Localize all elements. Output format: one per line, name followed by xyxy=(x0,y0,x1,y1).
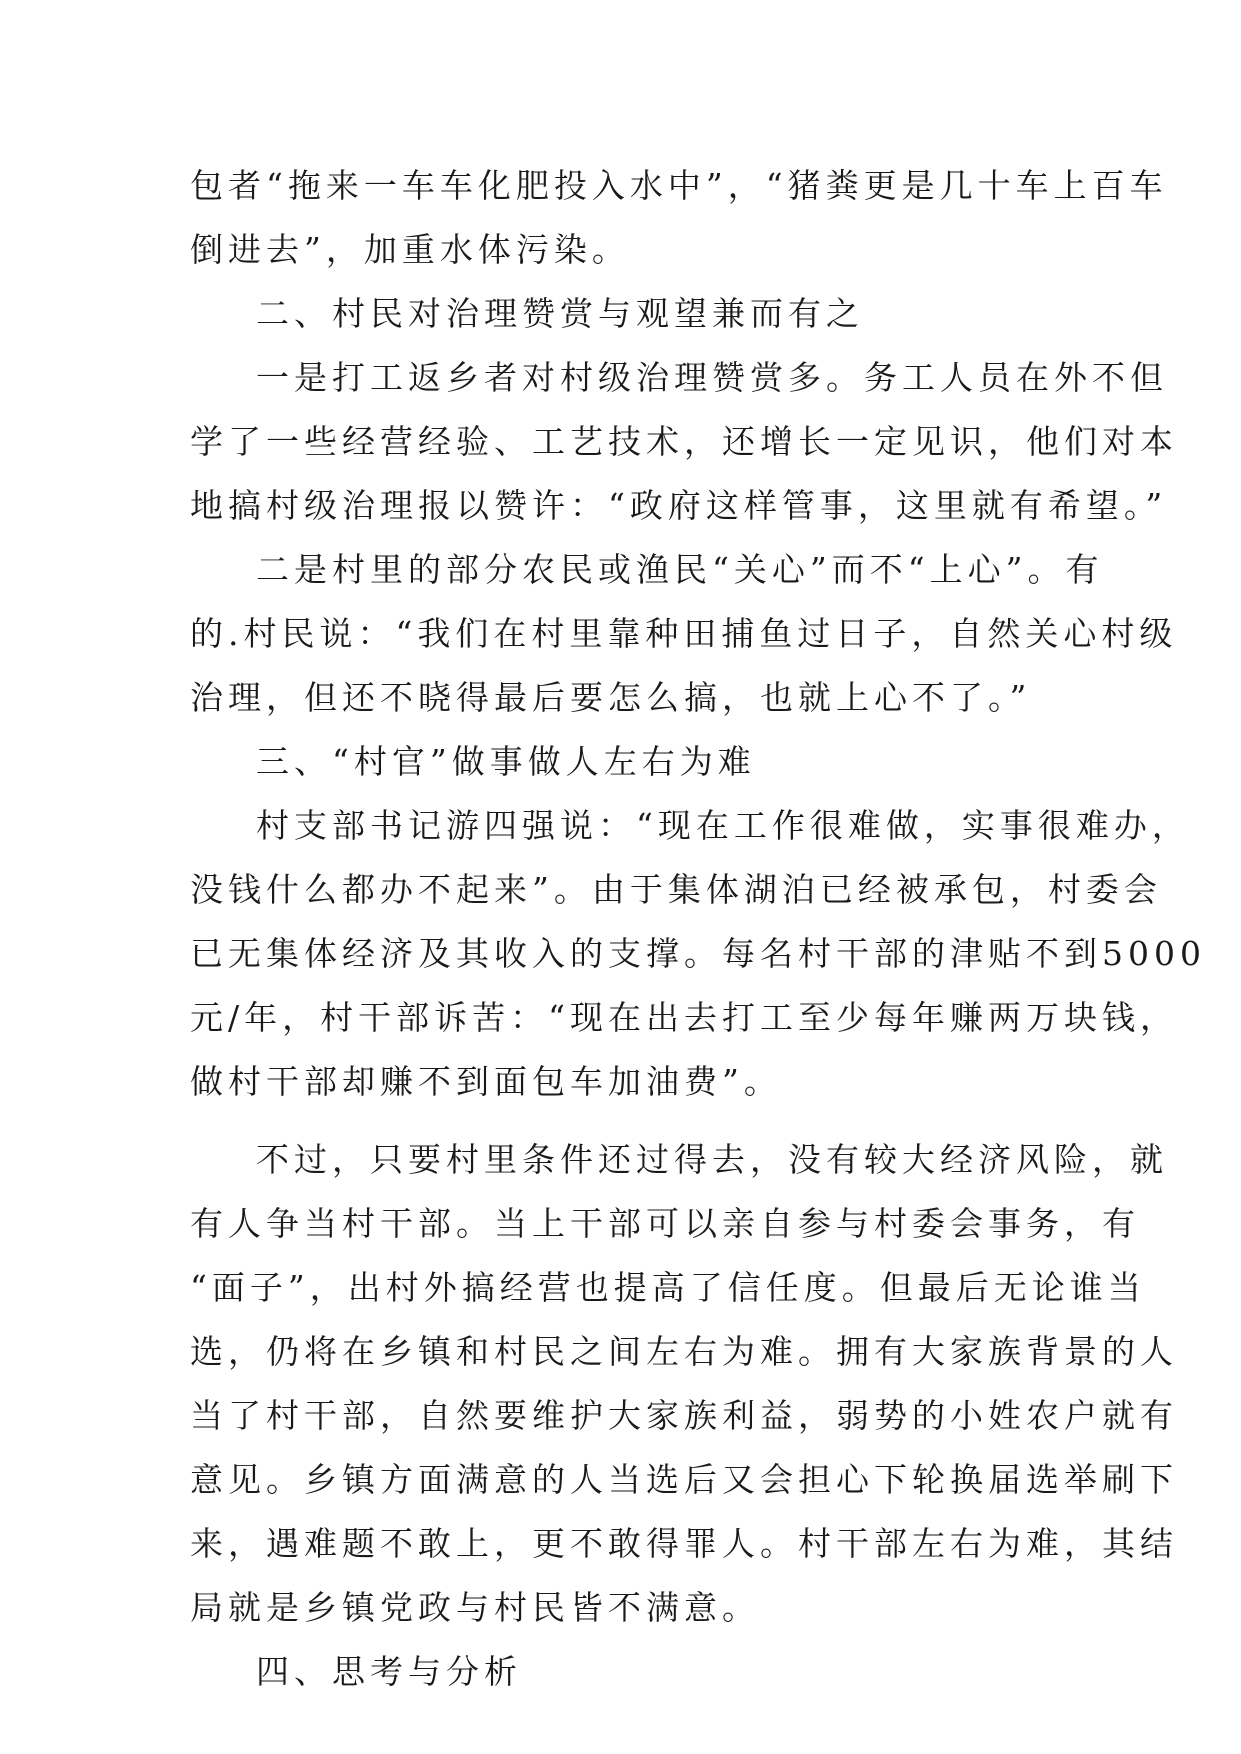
text-line: 局就是乡镇党政与村民皆不满意。 xyxy=(190,1588,760,1627)
text-line: 意见。乡镇方面满意的人当选后又会担心下轮换届选举刷下 xyxy=(190,1460,1178,1499)
text-line: 学了一些经营经验、工艺技术，还增长一定见识，他们对本 xyxy=(190,422,1178,461)
text-line: 来，遇难题不敢上，更不敢得罪人。村干部左右为难，其结 xyxy=(190,1524,1178,1563)
text-line: 不过，只要村里条件还过得去，没有较大经济风险，就 xyxy=(256,1140,1168,1179)
text-line: 二是村里的部分农民或渔民“关心”而不“上心”。有 xyxy=(256,550,1104,589)
document-body xyxy=(190,154,1206,1704)
text-line: 地搞村级治理报以赞许：“政府这样管事，这里就有希望。” xyxy=(190,486,1168,525)
text-line: 没钱什么都办不起来”。由于集体湖泊已经被承包，村委会 xyxy=(190,870,1162,909)
text-line: 三、“村官”做事做人左右为难 xyxy=(256,742,756,781)
text-line: 二、村民对治理赞赏与观望兼而有之 xyxy=(256,294,864,333)
paragraph-gap xyxy=(190,1114,1070,1128)
text-line: 治理，但还不晓得最后要怎么搞，也就上心不了。” xyxy=(190,678,1032,717)
text-line: “面子”，出村外搞经营也提高了信任度。但最后无论谁当 xyxy=(190,1268,1146,1307)
text-line: 元/年，村干部诉苦：“现在出去打工至少每年赚两万块钱， xyxy=(190,998,1178,1037)
text-line: 做村干部却赚不到面包车加油费”。 xyxy=(190,1062,782,1101)
text-line: 一是打工返乡者对村级治理赞赏多。务工人员在外不但 xyxy=(256,358,1168,397)
text-line: 当了村干部，自然要维护大家族利益，弱势的小姓农户就有 xyxy=(190,1396,1178,1435)
text-line: 包者“拖来一车车化肥投入水中”，“猪粪更是几十车上百车 xyxy=(190,166,1168,205)
text-line: 选，仍将在乡镇和村民之间左右为难。拥有大家族背景的人 xyxy=(190,1332,1178,1371)
text-line: 四、思考与分析 xyxy=(256,1652,522,1691)
text-line: 已无集体经济及其收入的支撑。每名村干部的津贴不到5000 xyxy=(190,934,1206,973)
text-line: 倒进去”，加重水体污染。 xyxy=(190,230,630,269)
text-line: 的.村民说：“我们在村里靠种田捕鱼过日子，自然关心村级 xyxy=(190,614,1178,653)
text-line: 有人争当村干部。当上干部可以亲自参与村委会事务，有 xyxy=(190,1204,1140,1243)
text-line: 村支部书记游四强说：“现在工作很难做，实事很难办， xyxy=(256,806,1190,845)
